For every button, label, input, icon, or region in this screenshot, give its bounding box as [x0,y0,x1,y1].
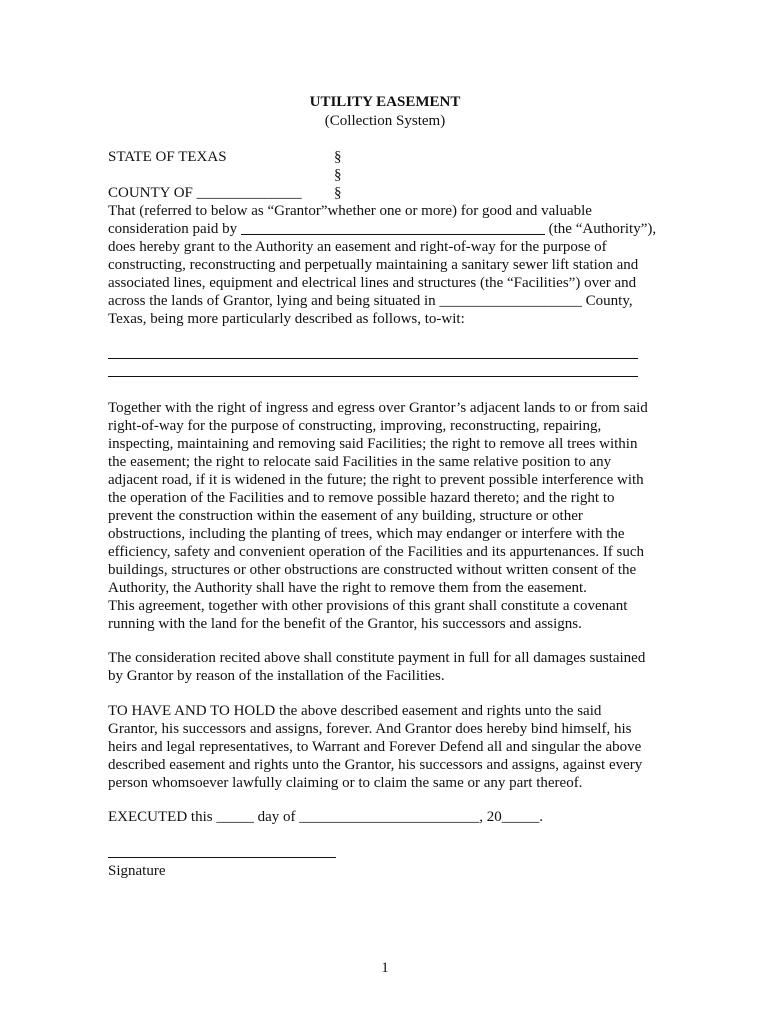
paragraph-line: obstructions, including the planting of trees, which may endanger or interfere with the [108,526,625,542]
paragraph-line: by Grantor by reason of the installation of the Facilities. [108,668,445,684]
paragraph-line: associated lines, equipment and electrical lines and structures (the “Facilities”) over and [108,275,637,291]
document-subtitle: (Collection System) [324,113,446,129]
executed-line: EXECUTED this _____ day of ________________________, 20_____. [108,809,543,825]
document-title: UTILITY EASEMENT [309,94,461,110]
paragraph-line: efficiency, safety and convenient operation of the Facilities and its appurtenances. If such [108,544,645,560]
paragraph-line: TO HAVE AND TO HOLD the above described easement and rights unto the said [108,703,602,719]
paragraph-line: buildings, structures or other obstructions are constructed without written consent of the [108,562,637,578]
habendum-paragraph [108,702,658,792]
signature-label: Signature [108,863,166,879]
paragraph-line: Together with the right of ingress and egress over Grantor’s adjacent lands to or from said [108,400,648,416]
consideration-label: consideration paid by [108,221,238,237]
paragraph-line: heirs and legal representatives, to Warrant and Forever Defend all and singular the above [108,739,642,755]
paragraph-line: inspecting, maintaining and removing said Facilities; the right to remove all trees within [108,436,638,452]
grant-paragraph [108,202,658,328]
section-mark: § [334,185,342,201]
county-label: COUNTY OF ______________ [108,185,302,201]
paragraph-line: constructing, reconstructing and perpetually maintaining a sanitary sewer lift station and [108,257,639,273]
paragraph-line: the easement; the right to relocate said Facilities in the same relative position to any [108,454,612,470]
paragraph-line: adjacent road, if it is widened in the future; the right to prevent possible interference with [108,472,644,488]
paragraph-line: the operation of the Facilities and to remove possible hazard thereto; and the right to [108,490,615,506]
paragraph-line: running with the land for the benefit of the Grantor, his successors and assigns. [108,616,582,632]
paragraph-line: across the lands of Grantor, lying and being situated in ___________________ County, [108,293,633,309]
paragraph-line: described easement and rights unto the Grantor, his successors and assigns, against every [108,757,643,773]
description-line-1 [108,358,638,359]
paragraph-line: person whomsoever lawfully claiming or to claim the same or any part thereof. [108,775,583,791]
authority-label: (the “Authority”), [548,221,657,237]
state-label: STATE OF TEXAS [108,149,227,165]
consideration-paragraph [108,649,658,685]
paragraph-line: right-of-way for the purpose of constructing, improving, reconstructing, repairing, [108,418,602,434]
signature-line [108,857,336,858]
section-mark: § [334,149,342,165]
paragraph-line: Grantor, his successors and assigns, forever. And Grantor does hereby bind himself, his [108,721,632,737]
paragraph-line: Authority, the Authority shall have the right to remove them from the easement. [108,580,587,596]
rights-paragraph [108,399,658,633]
page-number: 1 [381,960,389,976]
paragraph-line: This agreement, together with other provisions of this grant shall constitute a covenant [108,598,628,614]
description-line-2 [108,376,638,377]
paragraph-line: Texas, being more particularly described as follows, to-wit: [108,311,465,327]
paragraph-line [108,220,658,238]
consideration-blank [241,221,545,235]
section-mark: § [334,167,342,183]
paragraph-line: The consideration recited above shall constitute payment in full for all damages sustained [108,650,646,666]
paragraph-line: does hereby grant to the Authority an easement and right-of-way for the purpose of [108,239,607,255]
paragraph-line: prevent the construction within the easement of any building, structure or other [108,508,583,524]
paragraph-line: That (referred to below as “Grantor”whether one or more) for good and valuable [108,203,592,219]
